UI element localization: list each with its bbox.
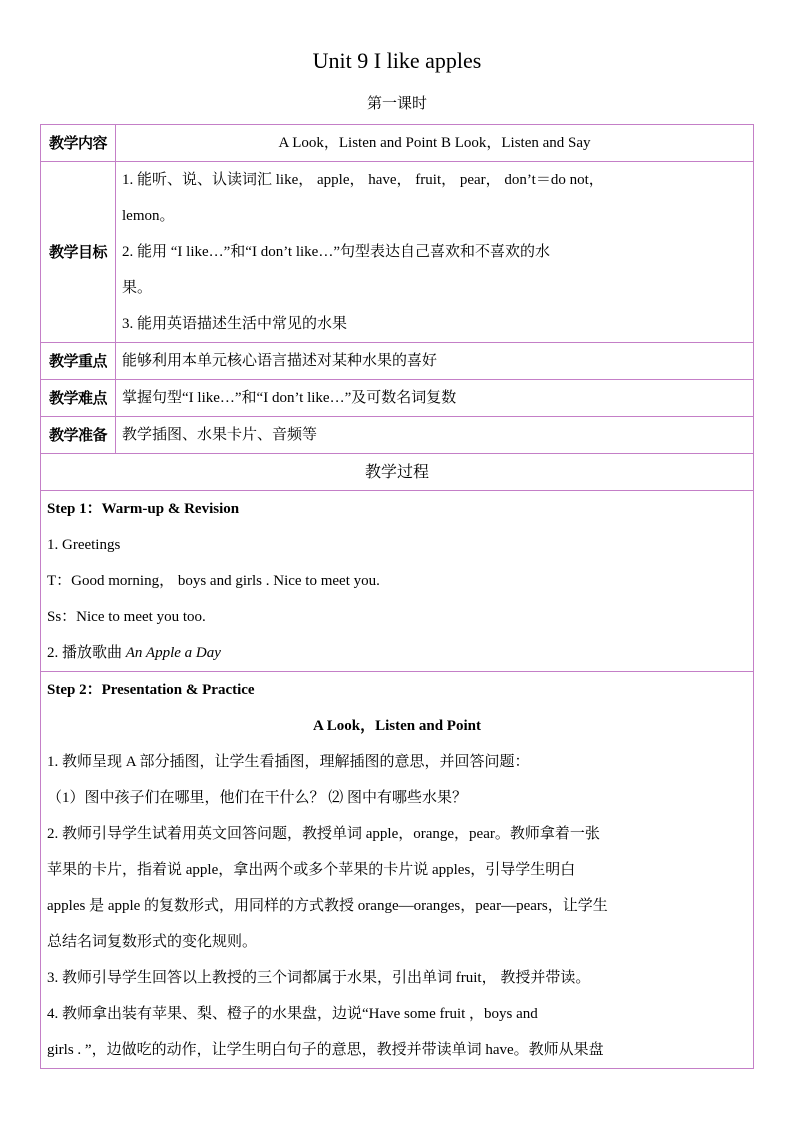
process-header: 教学过程 [41, 454, 754, 491]
row-goals [41, 162, 754, 343]
row-process-header [41, 454, 754, 491]
row-key-points [41, 343, 754, 380]
step2-line-5: apples 是 apple 的复数形式，用同样的方式教授 orange—oranges，pear—pears，让学生 [47, 898, 608, 914]
goals-label: 教学目标 [41, 162, 116, 343]
row-content [41, 125, 754, 162]
step2-title: Step 2：Presentation & Practice [47, 682, 255, 698]
row-step1 [41, 491, 754, 672]
prep-value: 教学插图、水果卡片、音频等 [116, 417, 754, 454]
content-value: A Look，Listen and Point B Look，Listen and Say [116, 125, 754, 162]
key-label: 教学重点 [41, 343, 116, 380]
document-title: Unit 9 I like apples [312, 48, 482, 73]
step1-line-3: Ss：Nice to meet you too. [47, 609, 206, 625]
step2-line-8: 4. 教师拿出装有苹果、梨、橙子的水果盘，边说“Have some fruit ，boys and [47, 1006, 538, 1022]
goal-line-4: 果。 [122, 280, 153, 296]
row-step2 [41, 672, 754, 1069]
goal-line-2: lemon。 [122, 208, 175, 224]
goal-line-1: 1. 能听、说、认读词汇 like， apple， have， fruit， pear， don’t＝do not， [122, 172, 604, 188]
goal-line-3: 2. 能用 “I like…”和“I don’t like…”句型表达自己喜欢和不喜欢的水 [122, 244, 550, 260]
step1-cell [41, 491, 754, 672]
lesson-subtitle: 第一课时 [366, 94, 427, 112]
step1-line-4-prefix: 2. 播放歌曲 [47, 645, 126, 661]
step2-cell [41, 672, 754, 1069]
key-value: 能够利用本单元核心语言描述对某种水果的喜好 [116, 343, 754, 380]
difficult-label: 教学难点 [41, 380, 116, 417]
row-preparation [41, 417, 754, 454]
step2-subheading: A Look，Listen and Point [313, 718, 481, 734]
prep-label: 教学准备 [41, 417, 116, 454]
step1-line-4 [47, 635, 747, 671]
step1-line-2: T：Good morning， boys and girls . Nice to meet you. [47, 573, 380, 589]
step2-line-4: 苹果的卡片，指着说 apple，拿出两个或多个苹果的卡片说 apples，引导学生明白 [47, 862, 576, 878]
song-title: An Apple a Day [125, 645, 221, 661]
row-difficult-points [41, 380, 754, 417]
step2-line-6: 总结名词复数形式的变化规则。 [47, 934, 258, 950]
step1-title: Step 1：Warm-up & Revision [47, 501, 240, 517]
step2-line-1: 1. 教师呈现 A 部分插图，让学生看插图，理解插图的意思，并回答问题： [47, 754, 530, 770]
content-label: 教学内容 [41, 125, 116, 162]
step2-line-3: 2. 教师引导学生试着用英文回答问题，教授单词 apple，orange，pear。教师拿着一张 [47, 826, 600, 842]
step1-line-1: 1. Greetings [47, 537, 121, 553]
step2-line-2: （1）图中孩子们在哪里，他们在干什么？ ⑵ 图中有哪些水果？ [47, 790, 468, 806]
difficult-value: 掌握句型“I like…”和“I don’t like…”及可数名词复数 [116, 380, 754, 417]
goal-line-5: 3. 能用英语描述生活中常见的水果 [122, 316, 348, 332]
lesson-plan-table [40, 124, 754, 1069]
goals-value [116, 162, 754, 343]
step2-line-9: girls . ”，边做吃的动作，让学生明白句子的意思，教授并带读单词 have。教师从果盘 [47, 1042, 604, 1058]
step2-line-7: 3. 教师引导学生回答以上教授的三个词都属于水果，引出单词 fruit， 教授并带读。 [47, 970, 591, 986]
